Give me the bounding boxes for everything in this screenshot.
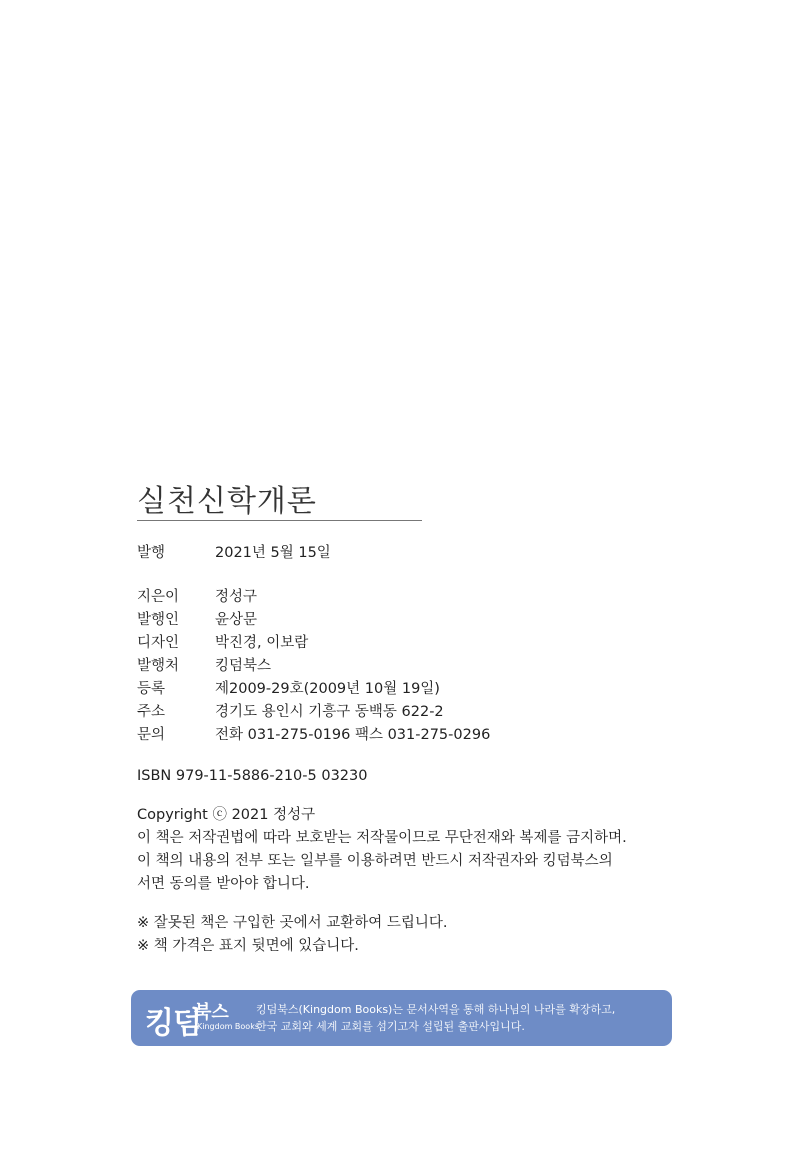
credit-value: 윤상문 xyxy=(215,612,258,628)
credit-label: 디자인 xyxy=(137,635,180,651)
credit-row xyxy=(137,587,257,607)
publisher-logo-sub: 북스 xyxy=(194,1002,229,1023)
book-title: 실천신학개론 xyxy=(137,484,317,519)
publisher-banner xyxy=(131,990,672,1046)
credit-value: 킹덤북스 xyxy=(215,658,272,674)
copyright-line: 서면 동의를 받아야 합니다. xyxy=(137,876,310,892)
notice-line: ※ 책 가격은 표지 뒷면에 있습니다. xyxy=(137,938,359,954)
title-divider xyxy=(137,520,422,521)
credit-value: 전화 031-275-0196 팩스 031-275-0296 xyxy=(215,727,491,743)
credit-row xyxy=(137,725,490,745)
copyright-line: Copyright ⓒ 2021 정성구 xyxy=(137,807,316,823)
isbn: ISBN 979-11-5886-210-5 03230 xyxy=(137,768,368,784)
credit-label: 문의 xyxy=(137,727,166,743)
credit-value: 제2009-29호(2009년 10월 19일) xyxy=(215,681,440,697)
publish-date-row xyxy=(137,543,331,563)
publish-date-value: 2021년 5월 15일 xyxy=(215,545,331,561)
publisher-description-line: 한국 교회와 세계 교회를 섬기고자 설립된 출판사입니다. xyxy=(256,1020,525,1033)
credit-label: 주소 xyxy=(137,704,166,720)
credit-label: 발행처 xyxy=(137,658,180,674)
notice-line: ※ 잘못된 책은 구입한 곳에서 교환하여 드립니다. xyxy=(137,915,448,931)
credit-row xyxy=(137,702,444,722)
publisher-logo-main: 킹덤 xyxy=(145,1006,201,1041)
credit-row xyxy=(137,610,257,630)
publisher-description xyxy=(256,1001,615,1035)
credit-value: 박진경, 이보람 xyxy=(215,635,309,651)
copyright-line: 이 책의 내용의 전부 또는 일부를 이용하려면 반드시 저작권자와 킹덤북스의 xyxy=(137,853,613,869)
publisher-description-line: 킹덤북스(Kingdom Books)는 문서사역을 통해 하나님의 나라를 확장하고, xyxy=(256,1003,616,1016)
credit-row xyxy=(137,656,271,676)
credit-row xyxy=(137,679,440,699)
credit-value: 정성구 xyxy=(215,589,258,605)
publisher-logo-english: Kingdom Books xyxy=(197,1022,260,1031)
publish-date-label: 발행 xyxy=(137,545,166,561)
credit-label: 발행인 xyxy=(137,612,180,628)
credit-value: 경기도 용인시 기흥구 동백동 622-2 xyxy=(215,704,444,720)
credit-label: 등록 xyxy=(137,681,166,697)
copyright-line: 이 책은 저작권법에 따라 보호받는 저작물이므로 무단전재와 복제를 금지하며. xyxy=(137,830,627,846)
credit-label: 지은이 xyxy=(137,589,180,605)
credit-row xyxy=(137,633,308,653)
